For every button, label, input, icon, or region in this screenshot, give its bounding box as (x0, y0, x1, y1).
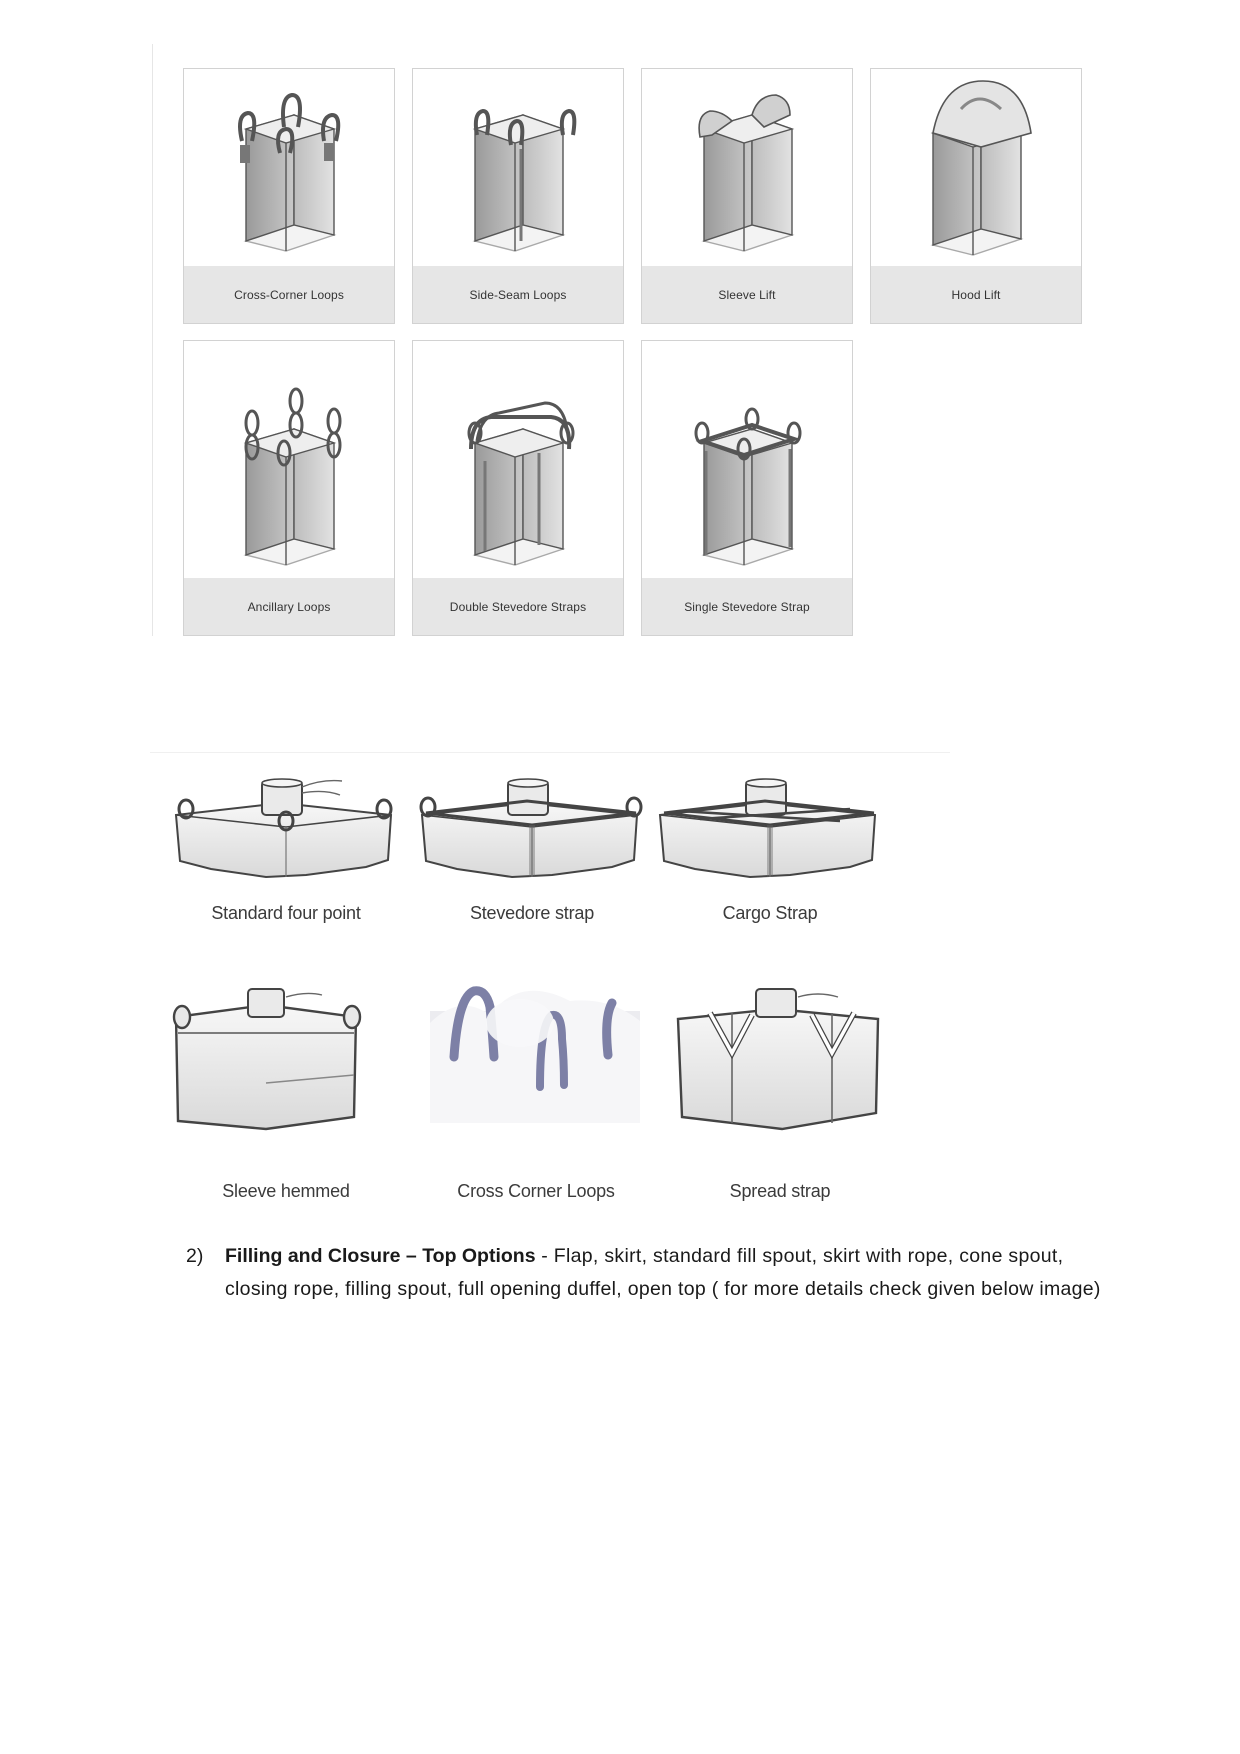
loop-card-double-stevedore (412, 340, 624, 636)
loop-card-label: Ancillary Loops (184, 578, 394, 635)
loop-card-label: Double Stevedore Straps (413, 578, 623, 635)
top-style-label: Stevedore strap (469, 903, 595, 923)
cross-corner-loops-photo-icon (430, 983, 670, 1143)
sleeve-hemmed-bag-icon (166, 983, 406, 1143)
loop-card-ancillary (183, 340, 395, 636)
cargo-strap-bag-icon (650, 765, 890, 895)
stevedore-strap-bag-icon (412, 765, 652, 895)
loop-card-label: Sleeve Lift (642, 266, 852, 323)
top-style-label: Spread strap (729, 1181, 831, 1201)
loop-card-side-seam (412, 68, 624, 324)
loop-card-label: Cross-Corner Loops (184, 266, 394, 323)
side-seam-loops-bag-icon (413, 69, 623, 266)
double-stevedore-straps-bag-icon (413, 341, 623, 571)
spread-strap-bag-icon (672, 983, 912, 1143)
loop-card-hood-lift (870, 68, 1082, 324)
loop-card-single-stevedore (641, 340, 853, 636)
loop-card-label: Hood Lift (871, 266, 1081, 323)
hood-lift-bag-icon (871, 69, 1081, 266)
top-style-label: Standard four point (211, 903, 361, 923)
loop-card-cross-corner (183, 68, 395, 324)
loop-card-label: Single Stevedore Strap (642, 578, 852, 635)
cross-corner-loops-bag-icon (184, 69, 394, 266)
list-title: Filling and Closure – Top Options (225, 1245, 536, 1267)
list-body (225, 1240, 1105, 1306)
loop-card-sleeve-lift (641, 68, 853, 324)
top-style-label: Cross Corner Loops (457, 1181, 615, 1201)
standard-four-point-bag-icon (166, 765, 406, 895)
top-styles-figure (150, 752, 950, 1223)
single-stevedore-strap-bag-icon (642, 341, 852, 571)
ancillary-loops-bag-icon (184, 341, 394, 571)
list-number: 2) (186, 1245, 204, 1267)
top-style-label: Cargo Strap (722, 903, 818, 923)
sleeve-lift-bag-icon (642, 69, 852, 266)
loop-card-label: Side-Seam Loops (413, 266, 623, 323)
list-text: - Flap, skirt, standard fill spout, skirt with rope, cone spout, closing rope, filling spout, full opening duffel, open top ( for more details check given below image) (225, 1245, 1101, 1300)
top-style-label: Sleeve hemmed (222, 1181, 350, 1201)
loop-types-grid (152, 44, 1093, 636)
